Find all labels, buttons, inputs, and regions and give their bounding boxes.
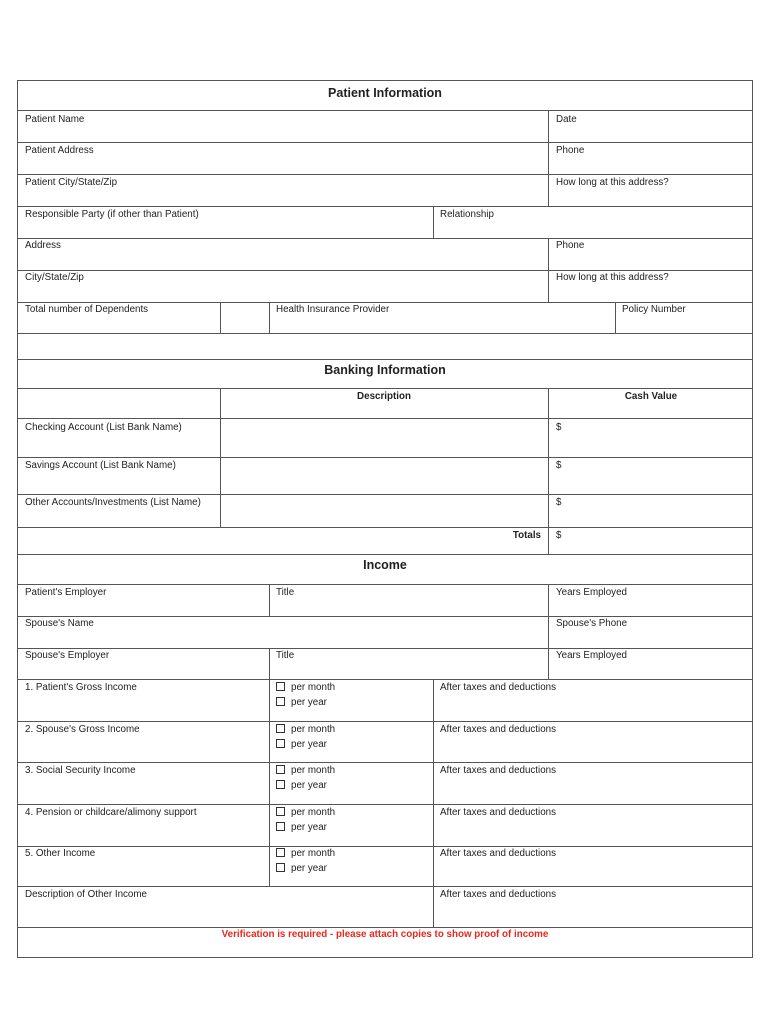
per-month-option[interactable] bbox=[276, 680, 335, 695]
income-row-label: 4. Pension or childcare/alimony support bbox=[25, 807, 197, 818]
row-divider bbox=[18, 174, 752, 175]
per-year-option[interactable] bbox=[276, 820, 335, 835]
after-taxes-label: After taxes and deductions bbox=[440, 889, 557, 900]
checkbox-icon[interactable] bbox=[276, 807, 285, 816]
column-divider bbox=[548, 388, 549, 554]
column-divider bbox=[269, 679, 270, 886]
column-divider bbox=[269, 302, 270, 333]
per-month-option[interactable] bbox=[276, 846, 335, 861]
cash-value-column-header: Cash Value bbox=[624, 391, 678, 402]
description-column-header: Description bbox=[357, 391, 411, 402]
after-taxes-label: After taxes and deductions bbox=[440, 807, 557, 818]
row-divider bbox=[18, 388, 752, 389]
financial-information-form bbox=[17, 80, 753, 958]
per-year-option[interactable] bbox=[276, 695, 335, 710]
row-divider bbox=[18, 927, 752, 928]
row-divider bbox=[18, 846, 752, 847]
responsible-party-label: Responsible Party (if other than Patient) bbox=[25, 209, 199, 220]
column-divider bbox=[220, 388, 221, 527]
savings-account-label: Savings Account (List Bank Name) bbox=[25, 460, 176, 471]
other-accounts-dollar-sign: $ bbox=[556, 497, 562, 508]
address-label: Address bbox=[25, 240, 61, 251]
per-month-option[interactable] bbox=[276, 805, 335, 820]
per-month-label: per month bbox=[291, 724, 336, 735]
income-frequency-options bbox=[276, 763, 335, 793]
other-accounts-label: Other Accounts/Investments (List Name) bbox=[25, 497, 201, 508]
column-divider bbox=[220, 302, 221, 333]
income-row-label: 1. Patient's Gross Income bbox=[25, 682, 137, 693]
column-divider bbox=[269, 584, 270, 616]
after-taxes-label: After taxes and deductions bbox=[440, 765, 557, 776]
title-label: Title bbox=[276, 587, 295, 598]
column-divider bbox=[548, 238, 549, 302]
income-frequency-options bbox=[276, 846, 335, 876]
checkbox-icon[interactable] bbox=[276, 765, 285, 774]
after-taxes-label: After taxes and deductions bbox=[440, 682, 557, 693]
how-long-address-label-2: How long at this address? bbox=[556, 272, 669, 283]
row-divider bbox=[18, 270, 752, 271]
per-year-option[interactable] bbox=[276, 737, 335, 752]
row-divider bbox=[18, 616, 752, 617]
income-row-label: 5. Other Income bbox=[25, 848, 96, 859]
per-year-label: per year bbox=[291, 822, 327, 833]
income-frequency-options bbox=[276, 722, 335, 752]
row-divider bbox=[18, 762, 752, 763]
how-long-address-label: How long at this address? bbox=[556, 177, 669, 188]
column-divider bbox=[269, 648, 270, 679]
totals-label: Totals bbox=[512, 530, 541, 541]
column-divider bbox=[615, 302, 616, 333]
years-employed-label: Years Employed bbox=[556, 587, 627, 598]
checkbox-icon[interactable] bbox=[276, 697, 285, 706]
row-divider bbox=[18, 142, 752, 143]
column-divider bbox=[433, 206, 434, 238]
per-year-option[interactable] bbox=[276, 861, 335, 876]
patient-information-heading: Patient Information bbox=[328, 86, 442, 100]
per-month-label: per month bbox=[291, 807, 336, 818]
date-label: Date bbox=[556, 114, 577, 125]
checkbox-icon[interactable] bbox=[276, 724, 285, 733]
phone-label-2: Phone bbox=[556, 240, 585, 251]
after-taxes-label: After taxes and deductions bbox=[440, 724, 557, 735]
total-dependents-label: Total number of Dependents bbox=[25, 304, 149, 315]
per-month-option[interactable] bbox=[276, 763, 335, 778]
per-year-label: per year bbox=[291, 697, 327, 708]
checking-account-label: Checking Account (List Bank Name) bbox=[25, 422, 182, 433]
patient-name-label: Patient Name bbox=[25, 114, 85, 125]
spouses-employer-label: Spouse's Employer bbox=[25, 650, 110, 661]
row-divider bbox=[18, 238, 752, 239]
row-divider bbox=[18, 527, 752, 528]
banking-information-heading: Banking Information bbox=[324, 363, 446, 377]
row-divider bbox=[18, 110, 752, 111]
column-divider bbox=[433, 679, 434, 927]
totals-dollar-sign: $ bbox=[556, 530, 562, 541]
row-divider bbox=[18, 418, 752, 419]
checkbox-icon[interactable] bbox=[276, 780, 285, 789]
row-divider bbox=[18, 457, 752, 458]
row-divider bbox=[18, 679, 752, 680]
row-divider bbox=[18, 886, 752, 887]
patients-employer-label: Patient's Employer bbox=[25, 587, 107, 598]
row-divider bbox=[18, 804, 752, 805]
checkbox-icon[interactable] bbox=[276, 822, 285, 831]
column-divider bbox=[548, 584, 549, 679]
phone-label: Phone bbox=[556, 145, 585, 156]
row-divider bbox=[18, 333, 752, 334]
income-row-label: 2. Spouse's Gross Income bbox=[25, 724, 140, 735]
per-year-label: per year bbox=[291, 863, 327, 874]
row-divider bbox=[18, 302, 752, 303]
spouses-name-label: Spouse's Name bbox=[25, 618, 94, 629]
city-state-zip-label: City/State/Zip bbox=[25, 272, 84, 283]
verification-notice: Verification is required - please attach copies to show proof of income bbox=[221, 929, 549, 940]
checkbox-icon[interactable] bbox=[276, 848, 285, 857]
policy-number-label: Policy Number bbox=[622, 304, 686, 315]
row-divider bbox=[18, 494, 752, 495]
checkbox-icon[interactable] bbox=[276, 863, 285, 872]
per-month-option[interactable] bbox=[276, 722, 335, 737]
row-divider bbox=[18, 584, 752, 585]
income-row-label: 3. Social Security Income bbox=[25, 765, 136, 776]
savings-dollar-sign: $ bbox=[556, 460, 562, 471]
per-year-option[interactable] bbox=[276, 778, 335, 793]
spouses-phone-label: Spouse's Phone bbox=[556, 618, 628, 629]
row-divider bbox=[18, 359, 752, 360]
checking-dollar-sign: $ bbox=[556, 422, 562, 433]
row-divider bbox=[18, 554, 752, 555]
income-frequency-options bbox=[276, 680, 335, 710]
patient-address-label: Patient Address bbox=[25, 145, 94, 156]
per-month-label: per month bbox=[291, 765, 336, 776]
row-divider bbox=[18, 206, 752, 207]
row-divider bbox=[18, 648, 752, 649]
per-month-label: per month bbox=[291, 848, 336, 859]
after-taxes-label: After taxes and deductions bbox=[440, 848, 557, 859]
row-divider bbox=[18, 721, 752, 722]
income-frequency-options bbox=[276, 805, 335, 835]
checkbox-icon[interactable] bbox=[276, 739, 285, 748]
patient-city-state-zip-label: Patient City/State/Zip bbox=[25, 177, 118, 188]
description-other-income-label: Description of Other Income bbox=[25, 889, 147, 900]
per-year-label: per year bbox=[291, 739, 327, 750]
per-month-label: per month bbox=[291, 682, 336, 693]
years-employed-label-2: Years Employed bbox=[556, 650, 627, 661]
health-insurance-provider-label: Health Insurance Provider bbox=[276, 304, 390, 315]
per-year-label: per year bbox=[291, 780, 327, 791]
checkbox-icon[interactable] bbox=[276, 682, 285, 691]
title-label-2: Title bbox=[276, 650, 295, 661]
column-divider bbox=[548, 110, 549, 206]
relationship-label: Relationship bbox=[440, 209, 494, 220]
income-heading: Income bbox=[363, 558, 407, 572]
